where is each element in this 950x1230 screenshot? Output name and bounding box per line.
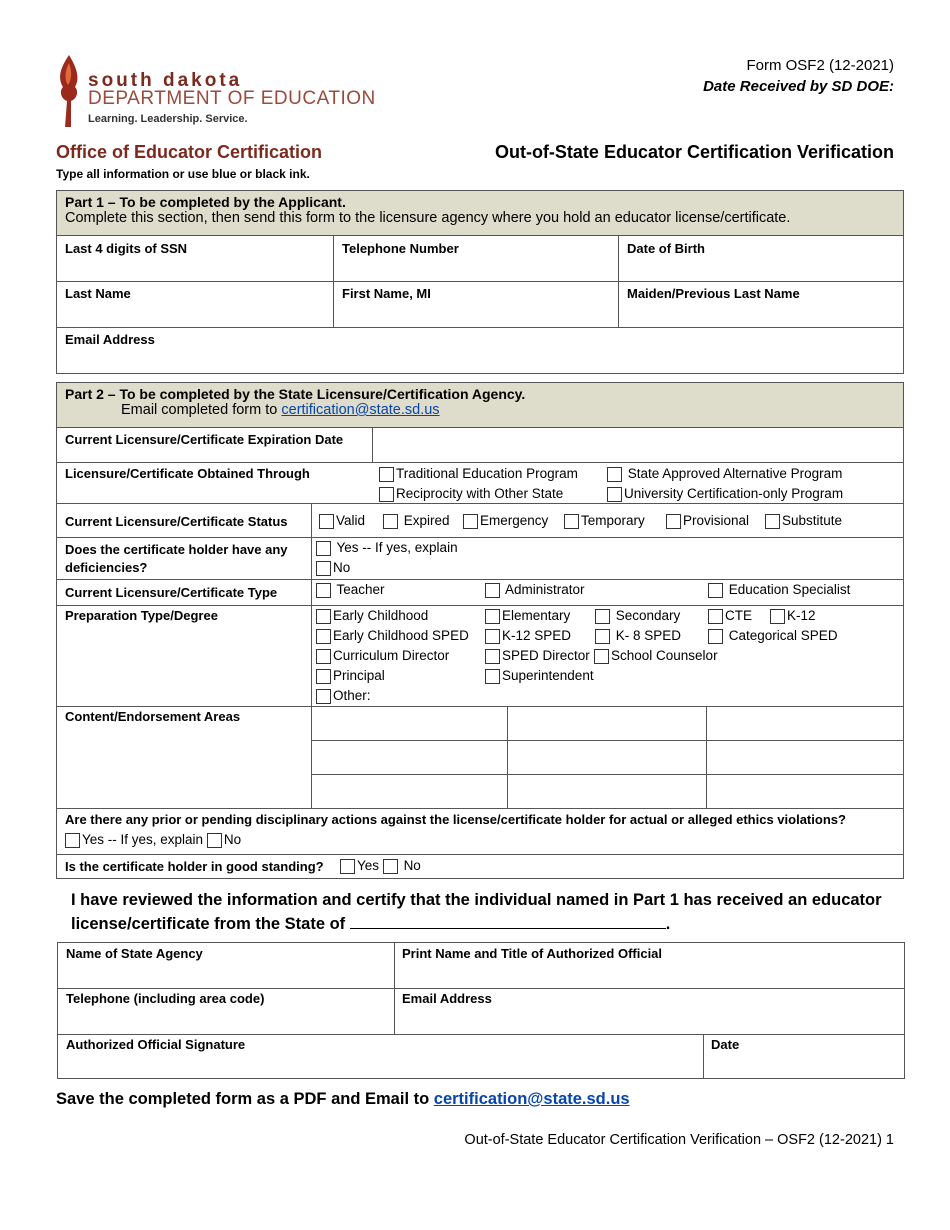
office-title: Office of Educator Certification (56, 142, 323, 162)
certify-line2: license/certificate from the State of . (71, 912, 882, 936)
checkbox[interactable] (379, 487, 394, 502)
prep-categorical-sped[interactable]: Categorical SPED (708, 628, 838, 644)
checkbox[interactable] (485, 629, 500, 644)
disciplinary-no-checkbox[interactable] (207, 833, 222, 848)
checkbox[interactable] (463, 514, 478, 529)
checkbox[interactable] (607, 467, 622, 482)
checkbox[interactable] (319, 514, 334, 529)
expiration-date-input[interactable] (373, 429, 903, 462)
flame-icon (55, 55, 83, 129)
checkbox[interactable] (316, 541, 331, 556)
prep-curriculum-director[interactable]: Curriculum Director (316, 648, 449, 664)
checkbox[interactable] (316, 609, 331, 624)
checkbox[interactable] (379, 467, 394, 482)
ink-instruction: Type all information or use blue or black ink. (56, 167, 310, 181)
checkbox[interactable] (765, 514, 780, 529)
logo (55, 55, 395, 130)
logo-dept-text: DEPARTMENT OF EDUCATION (88, 88, 376, 109)
checkbox[interactable] (316, 649, 331, 664)
checkbox[interactable] (316, 561, 331, 576)
official-name-field[interactable]: Print Name and Title of Authorized Official (402, 946, 663, 961)
maiden-name-field[interactable]: Maiden/Previous Last Name (627, 286, 800, 301)
standing-label: Is the certificate holder in good standing? (65, 859, 324, 874)
email-field[interactable]: Email Address (65, 332, 155, 347)
prep-superintendent[interactable]: Superintendent (485, 668, 594, 684)
status-substitute[interactable]: Substitute (765, 513, 842, 529)
checkbox[interactable] (485, 649, 500, 664)
checkbox[interactable] (708, 629, 723, 644)
page-title: Out-of-State Educator Certification Verification (494, 142, 894, 162)
part2-email-prefix: Email completed form to (121, 402, 282, 418)
checkbox[interactable] (708, 609, 723, 624)
last-name-field[interactable]: Last Name (65, 286, 131, 301)
checkbox[interactable] (595, 629, 610, 644)
form-code: Form OSF2 (12-2021) (746, 57, 894, 74)
certify-statement (71, 889, 882, 936)
prep-sped-director[interactable]: SPED Director (485, 648, 590, 664)
status-temporary[interactable]: Temporary (564, 513, 645, 529)
content-areas-label: Content/Endorsement Areas (65, 709, 241, 724)
status-valid[interactable]: Valid (319, 513, 365, 529)
date-field[interactable]: Date (711, 1037, 740, 1052)
ssn-field[interactable]: Last 4 digits of SSN (65, 241, 188, 256)
type-label: Current Licensure/Certificate Type (65, 585, 278, 600)
prep-school-counselor[interactable]: School Counselor (594, 648, 718, 664)
part1-header (57, 191, 903, 236)
prep-early-childhood-sped[interactable]: Early Childhood SPED (316, 628, 469, 644)
deficiencies-yes[interactable]: Yes -- If yes, explain (316, 540, 458, 556)
deficiencies-no[interactable]: No (316, 560, 350, 576)
logo-tagline: Learning. Leadership. Service. (88, 113, 248, 125)
checkbox[interactable] (607, 487, 622, 502)
part2-header (57, 383, 903, 428)
prep-cte[interactable]: CTE (708, 608, 752, 624)
checkbox[interactable] (65, 833, 80, 848)
part2-email-line (65, 402, 895, 418)
standing-no-checkbox[interactable] (383, 859, 398, 874)
part2-section (56, 382, 904, 879)
checkbox[interactable] (485, 609, 500, 624)
checkbox[interactable] (708, 583, 723, 598)
expiration-date-label: Current Licensure/Certificate Expiration Date (65, 432, 344, 447)
checkbox[interactable] (316, 669, 331, 684)
signature-field[interactable]: Authorized Official Signature (66, 1037, 246, 1052)
save-email-link[interactable]: certification@state.sd.us (433, 1090, 630, 1108)
checkbox[interactable] (316, 629, 331, 644)
dob-field[interactable]: Date of Birth (627, 241, 705, 256)
official-section (57, 942, 905, 1079)
status-expired[interactable]: Expired (383, 513, 450, 529)
type-teacher[interactable]: Teacher (316, 582, 385, 598)
official-phone-field[interactable]: Telephone (including area code) (66, 991, 265, 1006)
first-name-field[interactable]: First Name, MI (342, 286, 431, 301)
disciplinary-yes[interactable]: Yes -- If yes, explain No (65, 832, 241, 848)
agency-field[interactable]: Name of State Agency (66, 946, 203, 961)
status-label: Current Licensure/Certificate Status (65, 514, 288, 529)
deficiencies-label: Does the certificate holder have any deficiencies? (65, 542, 288, 575)
checkbox[interactable] (383, 514, 398, 529)
checkbox[interactable] (564, 514, 579, 529)
prep-k8-sped[interactable]: K- 8 SPED (595, 628, 681, 644)
status-provisional[interactable]: Provisional (666, 513, 749, 529)
checkbox[interactable] (316, 583, 331, 598)
official-email-field[interactable]: Email Address (402, 991, 492, 1006)
checkbox[interactable] (340, 859, 355, 874)
prep-elementary[interactable]: Elementary (485, 608, 570, 624)
part2-heading: Part 2 – To be completed by the State Licensure/Certification Agency. (65, 386, 526, 402)
phone-field[interactable]: Telephone Number (342, 241, 459, 256)
obtained-alternative[interactable]: State Approved Alternative Program (607, 466, 842, 482)
save-instruction: Save the completed form as a PDF and Email to certification@state.sd.us (56, 1090, 630, 1108)
obtained-reciprocity[interactable]: Reciprocity with Other State (379, 486, 563, 502)
checkbox[interactable] (316, 689, 331, 704)
prep-principal[interactable]: Principal (316, 668, 385, 684)
prep-early-childhood[interactable]: Early Childhood (316, 608, 428, 624)
state-input[interactable] (350, 912, 666, 929)
checkbox[interactable] (594, 649, 609, 664)
obtained-traditional[interactable]: Traditional Education Program (379, 466, 578, 482)
type-administrator[interactable]: Administrator (485, 582, 585, 598)
logo-south-text: south dakota (88, 70, 243, 91)
checkbox[interactable] (485, 583, 500, 598)
disciplinary-no: No (223, 832, 242, 847)
certification-email-link[interactable]: certification@state.sd.us (281, 402, 440, 418)
part1-heading: Part 1 – To be completed by the Applicant. (65, 194, 346, 210)
checkbox[interactable] (485, 669, 500, 684)
status-emergency[interactable]: Emergency (463, 513, 548, 529)
prep-other[interactable]: Other: (316, 688, 371, 704)
part1-subheading: Complete this section, then send this form to the licensure agency where you hold an educator license/certificate. (65, 210, 791, 226)
prep-k12-sped[interactable]: K-12 SPED (485, 628, 571, 644)
type-education-specialist[interactable]: Education Specialist (708, 582, 850, 598)
checkbox[interactable] (666, 514, 681, 529)
prep-label: Preparation Type/Degree (65, 608, 218, 623)
checkbox[interactable] (770, 609, 785, 624)
checkbox[interactable] (595, 609, 610, 624)
obtained-through-label: Licensure/Certificate Obtained Through (65, 466, 310, 481)
obtained-university[interactable]: University Certification-only Program (607, 486, 843, 502)
page-footer: Out-of-State Educator Certification Verification – OSF2 (12-2021) 1 (464, 1132, 894, 1148)
part1-section (56, 190, 904, 374)
certify-line1: I have reviewed the information and certify that the individual named in Part 1 has received an educator (71, 891, 882, 909)
disciplinary-label: Are there any prior or pending disciplinary actions against the license/certificate holder for actual or alleged ethics violations? (65, 812, 846, 827)
prep-secondary[interactable]: Secondary (595, 608, 680, 624)
date-received-label: Date Received by SD DOE: (703, 78, 894, 95)
standing-no: No (403, 858, 421, 873)
prep-k12[interactable]: K-12 (770, 608, 816, 624)
standing-yes[interactable]: Yes No (340, 858, 421, 874)
